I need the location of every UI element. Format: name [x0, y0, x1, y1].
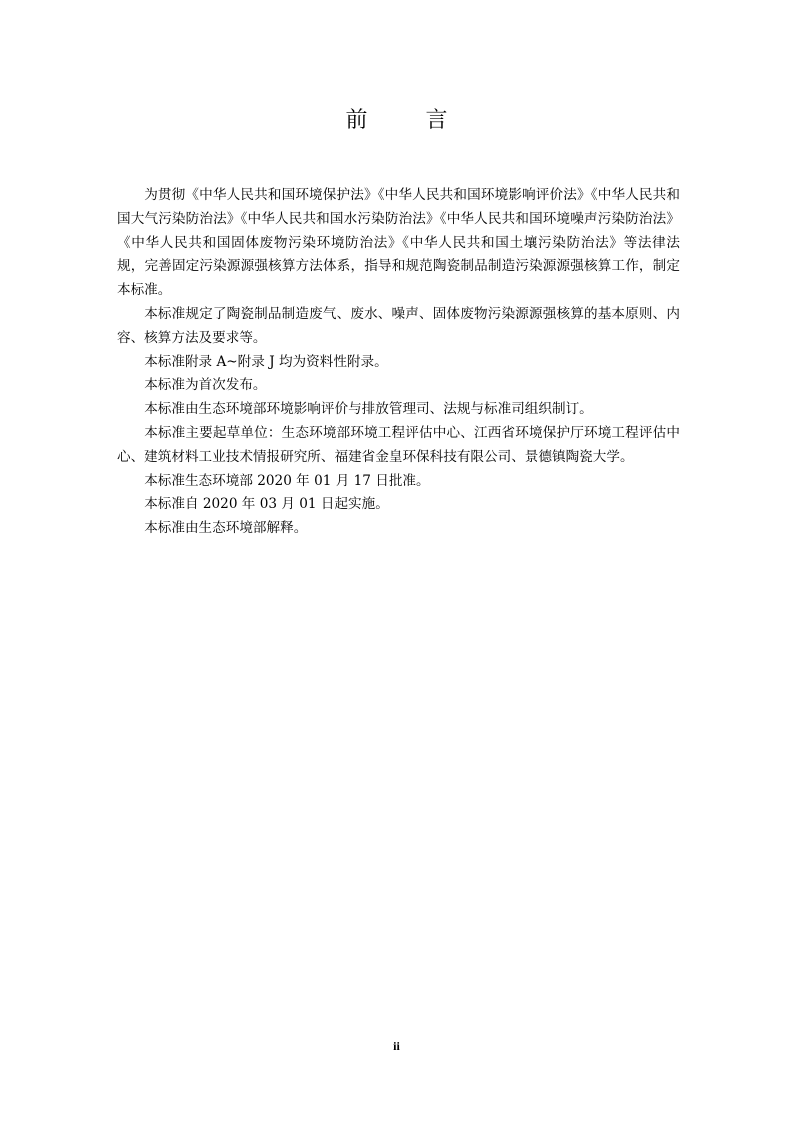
paragraph-legal-basis: 为贯彻《中华人民共和国环境保护法》《中华人民共和国环境影响评价法》《中华人民共和国大气污染防治法》《中华人民共和国水污染防治法》《中华人民共和国环境噪声污染防治法》《中华人民共和国固体废物污染环境防治法》《中华人民共和国土壤污染防治法》等法律法规，完善固定污染源源强核算方法体系，指导和规范陶瓷制品制造污染源源强核算工作，制定本标准。 [117, 187, 680, 299]
paragraph-effective-date: 本标准自 2020 年 03 月 01 日起实施。 [144, 496, 389, 513]
page-number: ii [393, 1039, 400, 1053]
paragraph-drafting-units: 本标准主要起草单位：生态环境部环境工程评估中心、江西省环境保护厅环境工程评估中心、建筑材料工业技术情报研究所、福建省金皇环保科技有限公司、景德镇陶瓷大学。 [117, 424, 680, 465]
page-title: 前 言 [345, 108, 466, 133]
paragraph-scope: 本标准规定了陶瓷制品制造废气、废水、噪声、固体废物污染源源强核算的基本原则、内容、核算方法及要求等。 [117, 305, 680, 346]
paragraph-appendix: 本标准附录 A~附录 J 均为资料性附录。 [144, 353, 388, 370]
document-body [117, 184, 680, 541]
paragraph-interpretation: 本标准由生态环境部解释。 [144, 520, 308, 537]
paragraph-approval-date: 本标准生态环境部 2020 年 01 月 17 日批准。 [144, 472, 430, 489]
paragraph-organizer: 本标准由生态环境部环境影响评价与排放管理司、法规与标准司组织制订。 [144, 401, 593, 418]
paragraph-first-release: 本标准为首次发布。 [144, 377, 267, 394]
